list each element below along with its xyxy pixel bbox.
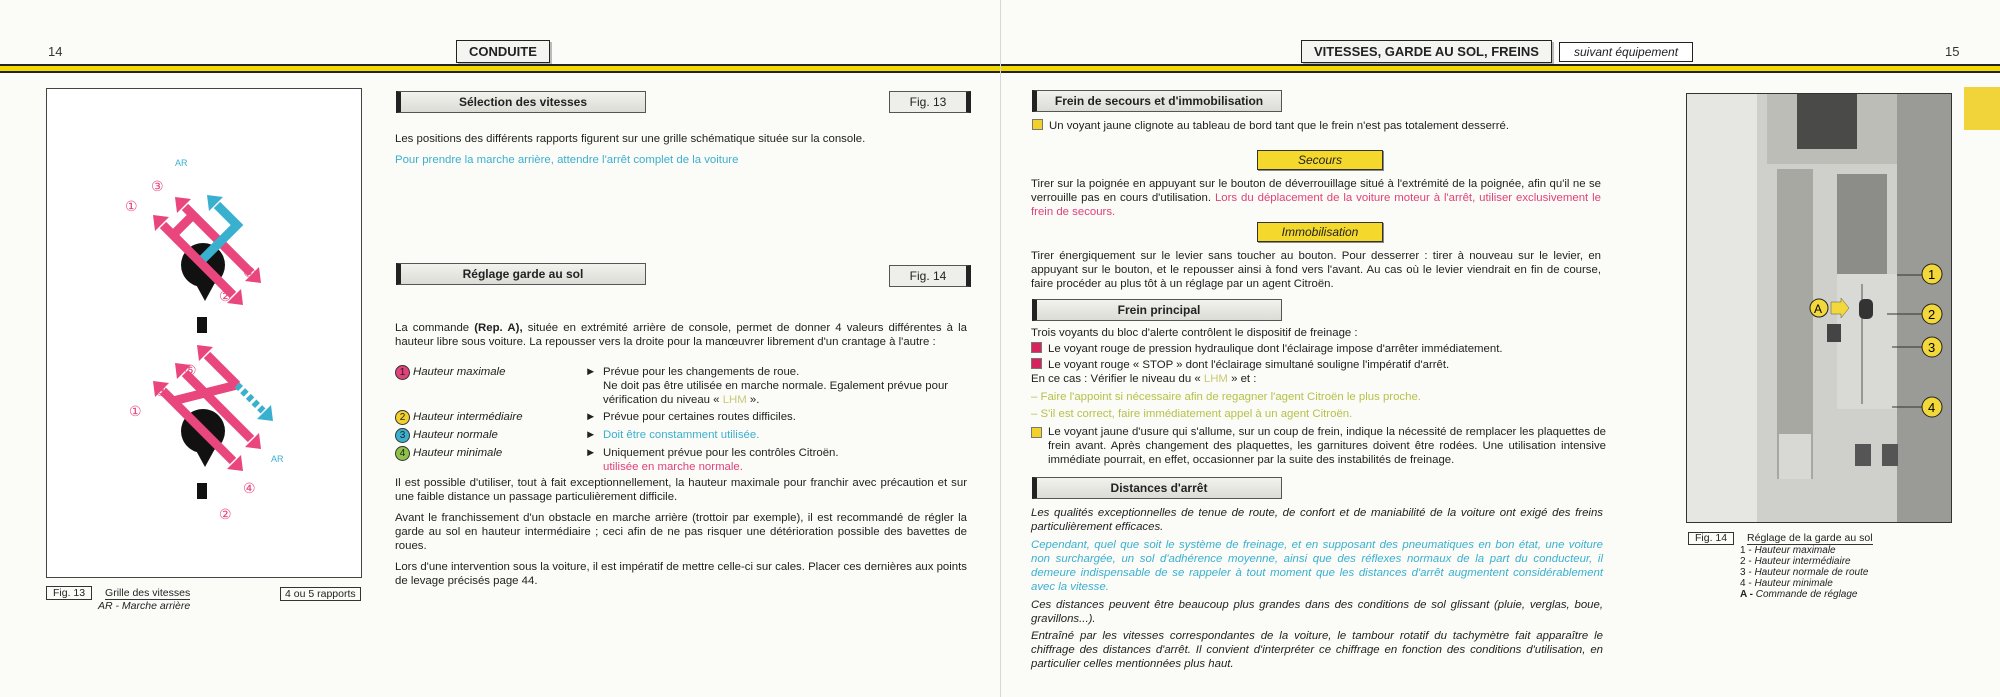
- fig-ref-14: Fig. 14: [889, 265, 971, 287]
- gear-label-2: ②: [219, 288, 232, 304]
- legend-item: 4 - Hauteur minimale: [1740, 578, 1833, 589]
- height-desc-2: Ne doit pas être utilisée en marche normale. Egalement prévue pour vérification du niveau «: [603, 380, 949, 406]
- intro-text: La commande: [395, 322, 475, 334]
- fig-label: Fig. 14: [1688, 532, 1734, 545]
- legend-item: 1 - Hauteur maximale: [1740, 545, 1836, 556]
- fig-ref-13: Fig. 13: [889, 91, 971, 113]
- red-indicator-icon: [1031, 342, 1042, 353]
- fp-red-2-text: Le voyant rouge « STOP » dont l'éclairage simultané souligne l'impératif d'arrêt.: [1048, 359, 1450, 371]
- chapter-header: CONDUITE: [456, 40, 550, 63]
- page-number: 14: [48, 44, 63, 59]
- section-title-frein-secours: Frein de secours et d'immobilisation: [1032, 90, 1282, 112]
- immo-text: Tirer énergiquement sur le levier sans toucher au bouton. Pour desserrer : tirer à nouveau sur le levier, en appuyant sur le bouton, et le repousser ainsi à fond vers l'avant. Au cas où le levier viendrait en fin de course, faire procéder au plus tôt à un réglage par un agent Citroën.: [1031, 250, 1601, 290]
- gear-grid-figure: [46, 88, 362, 578]
- gear2-label-3: ③: [155, 383, 168, 399]
- height-label: Hauteur normale: [413, 429, 498, 441]
- height-desc: Doit être constamment utilisée.: [603, 429, 760, 441]
- gear2-label-ar: AR: [271, 454, 284, 464]
- height-desc: Prévue pour les changements de roue.: [603, 366, 800, 378]
- height-item-2: [395, 410, 970, 425]
- page-number: 15: [1945, 44, 1960, 59]
- height-desc-end: ».: [746, 394, 760, 406]
- arrow-icon: ►: [585, 429, 597, 441]
- legend-item: A - Commande de réglage: [1740, 589, 1858, 600]
- fp-yellow-text: Le voyant jaune d'usure qui s'allume, sur un coup de frein, indique la nécessité de remplacer les plaquettes de frein avant. Après changement des plaquettes, les garnitures doivent être rodées. Une utilisation intensive immédiate pourrait, en effet, occasionner par la suite des instabilités de freinage.: [1048, 426, 1606, 466]
- rep-a: (Rep. A),: [474, 322, 523, 334]
- intro-text-2: située en extrémité arrière de console, permet de donner 4 valeurs différentes à la hauteur libre sous voiture. La repousser vers la droite pour la manœuvrer librement d'un crantage à l'autre :: [395, 322, 967, 348]
- height-label: Hauteur intermédiaire: [413, 411, 523, 423]
- height-desc: Uniquement prévue pour les contrôles Citroën.: [603, 447, 839, 459]
- fp-intro: Trois voyants du bloc d'alerte contrôlent le dispositif de freinage :: [1031, 327, 1358, 339]
- garde-para-b: Avant le franchissement d'un obstacle en marche arrière (trottoir par exemple), il est recommandé de régler la garde au sol en hauteur intermédiaire ; ceci afin de ne pas risquer une détérioration possible des bavettes de roues.: [395, 512, 967, 552]
- check-text-end: » et :: [1227, 373, 1257, 385]
- gear2-label-4: ④: [243, 480, 256, 496]
- height-num: 1: [395, 365, 410, 380]
- header-rule: [0, 64, 1000, 73]
- gear2-label-5: ⑤: [184, 362, 197, 378]
- arrow-icon: ►: [585, 411, 597, 423]
- label-immobilisation: Immobilisation: [1257, 222, 1383, 242]
- section-title-frein-principal: Frein principal: [1032, 299, 1282, 321]
- gear-label-1: ①: [125, 198, 138, 214]
- height-label: Hauteur maximale: [413, 366, 506, 378]
- callout-4: [1922, 397, 1942, 417]
- gear2-label-1: ①: [129, 403, 142, 419]
- height-item-1: [395, 365, 970, 407]
- heights-list: [395, 365, 970, 474]
- caption-sub: AR - Marche arrière: [98, 600, 191, 612]
- section-title-selection: Sélection des vitesses: [396, 91, 646, 113]
- variant-badge: 4 ou 5 rapports: [280, 587, 361, 601]
- height-num: 3: [395, 428, 410, 443]
- distances-p3: Ces distances peuvent être beaucoup plus grandes dans des conditions de sol glissant (pluie, verglas, boue, gravillons...).: [1031, 599, 1603, 625]
- callout-2: [1922, 304, 1942, 324]
- section-title-garde: Réglage garde au sol: [396, 263, 646, 285]
- arrow-icon: ►: [585, 366, 597, 378]
- gear-label-ar: AR: [175, 158, 188, 168]
- chapter-header: VITESSES, GARDE AU SOL, FREINS: [1301, 40, 1552, 63]
- fp-red-1: [1031, 342, 1606, 356]
- gear-label-3: ③: [151, 178, 164, 194]
- console-illustration: [1687, 94, 1951, 522]
- svg-text:A: A: [1814, 302, 1823, 316]
- section-title-distances: Distances d'arrêt: [1032, 477, 1282, 499]
- height-desc-2: utilisée en marche normale.: [603, 461, 743, 473]
- warning-text: Un voyant jaune clignote au tableau de bord tant que le frein n'est pas totalement desserré.: [1049, 120, 1509, 132]
- header-rule: [1001, 64, 2000, 73]
- height-desc: Prévue pour certaines routes difficiles.: [603, 411, 796, 423]
- fig13-caption: [46, 586, 190, 612]
- gear2-label-2: ②: [219, 506, 232, 522]
- fp-dash-2: – S'il est correct, faire immédiatement appel à un agent Citroën.: [1031, 408, 1353, 420]
- legend-item: 2 - Hauteur intermédiaire: [1740, 556, 1851, 567]
- selection-highlight: Pour prendre la marche arrière, attendre l'arrêt complet de la voiture: [395, 154, 739, 166]
- garde-para-a: Il est possible d'utiliser, tout à fait exceptionnellement, la hauteur maximale pour franchir avec précaution et sur une faible distance un passage particulièrement difficile.: [395, 477, 967, 503]
- fig-label: Fig. 13: [46, 586, 92, 600]
- height-label: Hauteur minimale: [413, 447, 503, 459]
- fig14-caption: [1688, 532, 1873, 600]
- svg-text:4: 4: [1928, 400, 1936, 415]
- fp-red-2: [1031, 358, 1606, 372]
- height-num: 2: [395, 410, 410, 425]
- lhm-term: LHM: [1203, 373, 1228, 385]
- callout-3: [1922, 337, 1942, 357]
- height-item-3: [395, 428, 970, 443]
- secours-warning: [1032, 119, 1612, 133]
- arrow-icon: ►: [585, 447, 597, 459]
- secours-highlight: Lors du déplacement de la voiture moteur à l'arrêt, utiliser exclusivement le frein de secours.: [1031, 192, 1601, 218]
- height-num: 4: [395, 446, 410, 461]
- caption-legend: [1740, 545, 1873, 600]
- console-photo: [1686, 93, 1952, 523]
- caption-title: Grille des vitesses: [105, 587, 191, 599]
- callout-1: [1922, 264, 1942, 284]
- fp-dash-1: – Faire l'appoint si nécessaire afin de regagner l'agent Citroën le plus proche.: [1031, 391, 1421, 403]
- check-text: En ce cas : Vérifier le niveau du «: [1031, 373, 1204, 385]
- height-item-4: [395, 446, 970, 474]
- fp-red-1-text: Le voyant rouge de pression hydraulique dont l'éclairage impose d'arrêter immédiatement.: [1048, 343, 1503, 355]
- secours-text: [1031, 177, 1601, 219]
- red-indicator-icon: [1031, 358, 1042, 369]
- secours-body: Tirer sur la poignée en appuyant sur le bouton de déverrouillage situé à l'extrémité de la poignée, afin qu'il ne se verrouille pas en cours d'utilisation.: [1031, 178, 1601, 204]
- svg-text:2: 2: [1928, 307, 1936, 322]
- distances-p2: Cependant, quel que soit le système de freinage, et en supposant des pneumatiques en bon état, une voiture non surchargée, un sol d'adhérence moyenne, ainsi que des réflexes normaux de la part du conducteur, il demeure indispensable de se rappeler à tout moment que les distances d'arrêt augmentent considérablement avec la vitesse.: [1031, 539, 1603, 593]
- gear-grid-diagram: [47, 89, 361, 577]
- gear-label-4: ④: [243, 264, 256, 280]
- chapter-tab: [1964, 87, 2000, 130]
- fp-check: [1031, 372, 1606, 386]
- yellow-indicator-icon: [1031, 427, 1042, 438]
- svg-text:3: 3: [1928, 340, 1936, 355]
- garde-intro: [395, 321, 967, 349]
- selection-para: Les positions des différents rapports figurent sur une grille schématique située sur la console.: [395, 133, 866, 145]
- distances-p4: Entraîné par les vitesses correspondantes de la voiture, le tambour rotatif du tachymètre fait apparaître le chiffrage des distances d'arrêt. Il convient d'interpréter ce chiffrage en fonction des conditions d'utilisation, en particulier celles mentionnées plus haut.: [1031, 630, 1603, 670]
- label-secours: Secours: [1257, 150, 1383, 170]
- yellow-indicator-icon: [1032, 119, 1043, 130]
- gear-grid-5-speed: [153, 345, 273, 499]
- svg-text:1: 1: [1928, 267, 1936, 282]
- fp-yellow: [1031, 425, 1606, 467]
- caption-title: Réglage de la garde au sol: [1747, 532, 1873, 544]
- frein-principal-body: [1031, 326, 1606, 467]
- legend-item: 3 - Hauteur normale de route: [1740, 567, 1869, 578]
- garde-para-c: Lors d'une intervention sous la voiture, il est impératif de mettre celle-ci sur cales. Placer ces dernières aux points de levage précisés page 44.: [395, 561, 967, 587]
- distances-p1: Les qualités exceptionnelles de tenue de route, de confort et de maniabilité de la voiture ont exigé des freins particulièrement efficaces.: [1031, 507, 1603, 533]
- header-note: suivant équipement: [1559, 42, 1693, 62]
- lhm-term: LHM: [722, 394, 747, 406]
